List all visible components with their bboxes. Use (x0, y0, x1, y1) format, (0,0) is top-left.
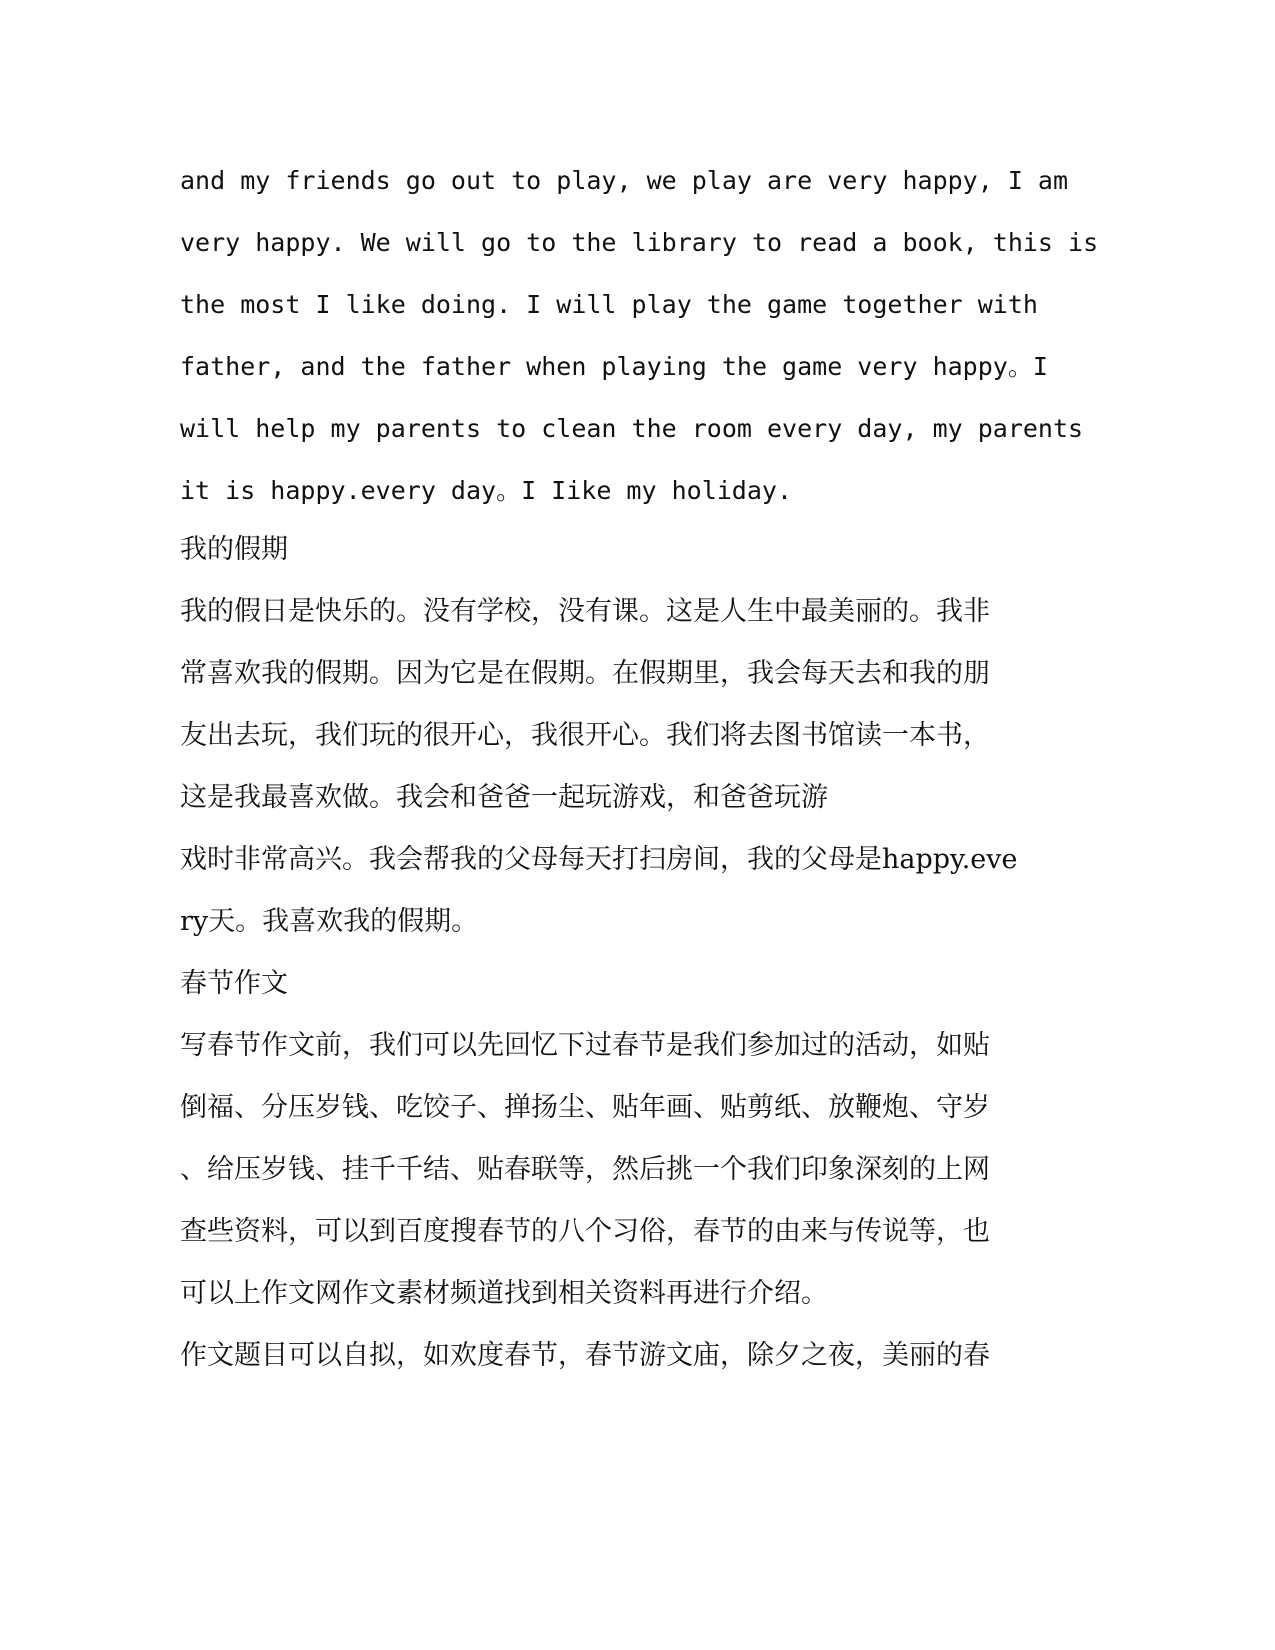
spring-festival-line-1: 写春节作文前，我们可以先回忆下过春节是我们参加过的活动，如贴 (180, 1030, 990, 1061)
english-line-3: the most I like doing. I will play the game together with (180, 290, 1038, 319)
my-holiday-line-2: 常喜欢我的假期。因为它是在假期。在假期里，我会每天去和我的朋 (180, 658, 990, 689)
spring-festival-line-2: 倒福、分压岁钱、吃饺子、掸扬尘、贴年画、贴剪纸、放鞭炮、守岁 (180, 1092, 990, 1123)
section-title-spring-festival: 春节作文 (180, 968, 288, 999)
my-holiday-line-3: 友出去玩，我们玩的很开心，我很开心。我们将去图书馆读一本书， (180, 720, 990, 751)
spring-festival-line-6: 作文题目可以自拟，如欢度春节，春节游文庙，除夕之夜，美丽的春 (180, 1340, 990, 1371)
english-line-4: father, and the father when playing the game very happy。I (180, 352, 1048, 381)
english-line-6: it is happy.every day。I Iike my holiday. (180, 476, 792, 505)
my-holiday-line-5: 戏时非常高兴。我会帮我的父母每天打扫房间，我的父母是happy.eve (180, 844, 1018, 875)
english-line-1: and my friends go out to play, we play are very happy, I am (180, 166, 1069, 195)
spring-festival-line-3: 、给压岁钱、挂千千结、贴春联等，然后挑一个我们印象深刻的上网 (180, 1154, 990, 1185)
my-holiday-line-1: 我的假日是快乐的。没有学校，没有课。这是人生中最美丽的。我非 (180, 596, 990, 627)
my-holiday-line-6: ry天。我喜欢我的假期。 (180, 906, 479, 937)
section-title-my-holiday: 我的假期 (180, 534, 288, 565)
spring-festival-line-4: 查些资料，可以到百度搜春节的八个习俗，春节的由来与传说等，也 (180, 1216, 990, 1247)
my-holiday-line-4: 这是我最喜欢做。我会和爸爸一起玩游戏，和爸爸玩游 (180, 782, 828, 813)
spring-festival-line-5: 可以上作文网作文素材频道找到相关资料再进行介绍。 (180, 1278, 828, 1309)
english-line-5: will help my parents to clean the room every day, my parents (180, 414, 1084, 443)
english-line-2: very happy. We will go to the library to read a book, this is (180, 228, 1099, 257)
